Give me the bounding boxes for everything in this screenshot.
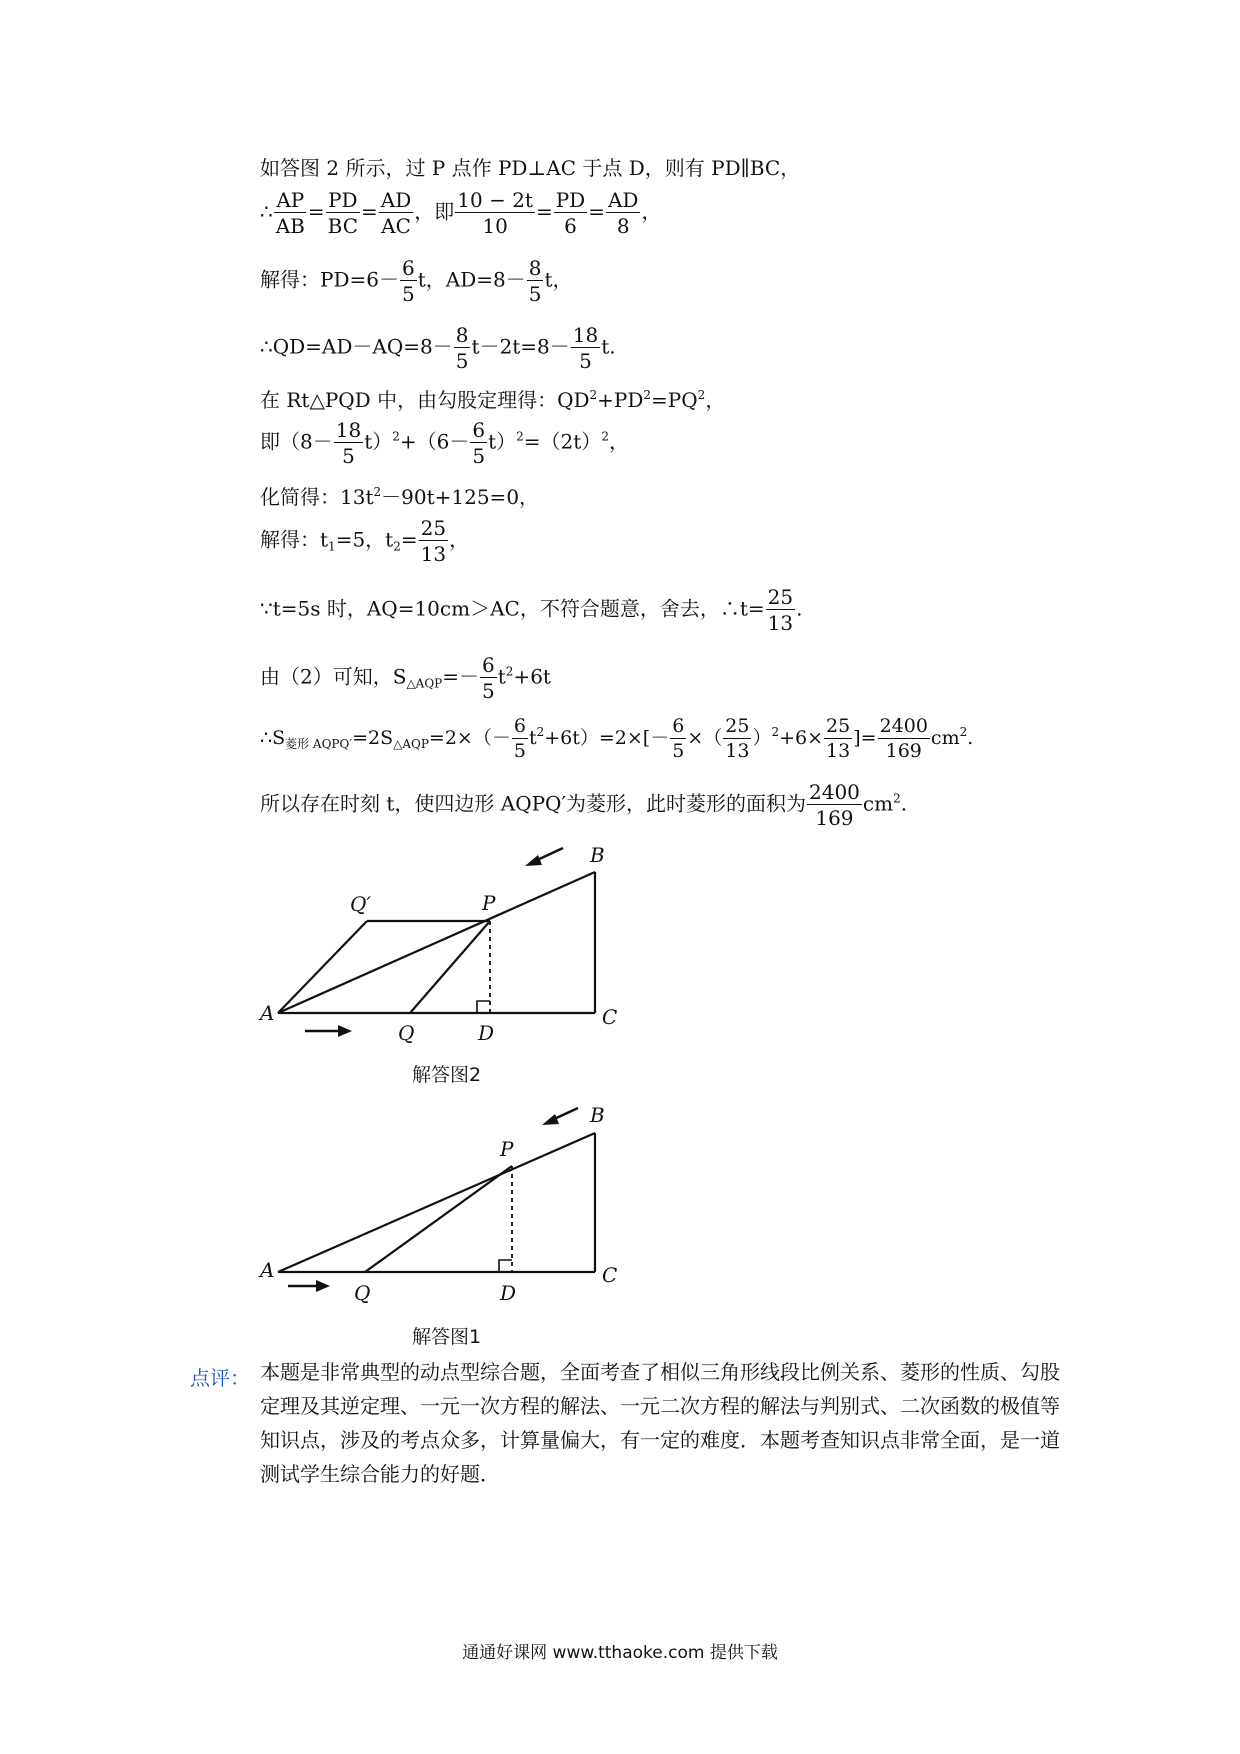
numerator: 18 <box>335 418 362 442</box>
text: 解得：PD=6－ <box>260 267 399 292</box>
text: ]= <box>853 727 877 749</box>
fraction <box>554 190 588 236</box>
vertex-label-b: B <box>590 1103 605 1127</box>
text: =2×（－ <box>428 727 511 749</box>
vertex-label-a: A <box>260 1258 275 1282</box>
text: ∴S <box>260 727 286 749</box>
numerator: 25 <box>725 715 750 737</box>
fraction <box>878 717 930 761</box>
text: 即（8－ <box>260 429 333 454</box>
denominator: 5 <box>342 444 355 468</box>
denominator: 13 <box>767 611 794 635</box>
exponent: 2 <box>697 388 706 402</box>
text: ， <box>449 527 470 552</box>
numerator: 6 <box>513 715 526 737</box>
vertex-label-c: C <box>602 1005 618 1029</box>
solution-line-3 <box>260 258 573 304</box>
text: +（6－ <box>399 429 470 454</box>
denominator: 5 <box>528 282 542 306</box>
equals-sign: = <box>535 199 553 224</box>
arrow-icon <box>525 848 563 866</box>
solution-line-7 <box>260 487 539 507</box>
solution-line-4 <box>260 325 616 371</box>
vertex-label-a: A <box>260 1001 275 1025</box>
subscript: 菱形 AQPQ′ <box>285 737 353 751</box>
numerator: AD <box>607 188 639 212</box>
denominator: BC <box>327 214 359 238</box>
denominator: 5 <box>672 740 685 762</box>
arrow-icon <box>288 1280 330 1292</box>
vertex-label-p: P <box>500 1137 514 1161</box>
numerator: 25 <box>420 516 447 540</box>
numerator: 6 <box>672 715 685 737</box>
fraction <box>379 190 413 236</box>
text: －90t+125=0， <box>381 485 540 509</box>
text: ， <box>608 429 629 454</box>
text: =2S <box>352 727 394 749</box>
fraction <box>766 587 795 633</box>
denominator: AC <box>381 214 411 238</box>
text: 在 Rt△PQD 中，由勾股定理得：QD <box>260 388 590 412</box>
numerator: PD <box>555 188 586 212</box>
text: . <box>796 596 803 621</box>
right-angle-mark <box>477 1001 490 1013</box>
exponent: 2 <box>516 429 524 444</box>
text: 解得：t <box>260 527 329 552</box>
numerator: 8 <box>528 256 542 280</box>
text: 由（2）可知，S <box>260 664 407 689</box>
fraction <box>470 420 487 466</box>
text: 所以存在时刻 t，使四边形 AQPQ′为菱形，此时菱形的面积为 <box>260 791 806 816</box>
text: t－2t=8－ <box>471 334 570 359</box>
exponent: 2 <box>771 725 780 739</box>
fraction <box>454 325 471 371</box>
exponent: 2 <box>536 725 545 739</box>
vertex-label-q-prime: Q′ <box>350 892 371 916</box>
denominator: 5 <box>513 740 526 762</box>
equals-sign: = <box>361 199 378 224</box>
denominator: 5 <box>455 349 469 373</box>
fraction <box>326 190 360 236</box>
numerator: 18 <box>572 323 599 347</box>
solution-line-5 <box>260 390 725 410</box>
text: t <box>497 664 506 689</box>
fraction <box>419 518 448 564</box>
segment-AB <box>278 1133 595 1272</box>
text: t， <box>544 267 573 292</box>
equals-sign: = <box>307 199 325 224</box>
segment-QP <box>410 921 490 1013</box>
text: 如答图 2 所示，过 P 点作 PD⊥AC 于点 D，则有 PD∥BC， <box>260 156 801 180</box>
denominator: 10 <box>482 214 508 238</box>
numerator: 6 <box>472 418 486 442</box>
text: t. <box>601 334 616 359</box>
segment-AB <box>278 872 595 1013</box>
fraction <box>455 190 535 236</box>
numerator: AD <box>380 188 412 212</box>
exponent: 2 <box>589 388 598 402</box>
text: +6t <box>513 664 551 689</box>
numerator: 2400 <box>809 780 860 804</box>
fraction <box>670 717 686 761</box>
exponent: 2 <box>373 485 382 499</box>
vertex-label-q: Q <box>354 1281 371 1305</box>
exponent: 2 <box>505 664 514 679</box>
numerator: 10 − 2t <box>457 188 533 212</box>
solution-line-2 <box>260 190 661 236</box>
text: +PD <box>597 388 644 412</box>
text: cm <box>862 791 894 816</box>
text: t，AD=8－ <box>417 267 526 292</box>
denominator: 5 <box>579 349 592 373</box>
text: ×（ <box>687 727 723 749</box>
subscript: 2 <box>393 539 401 554</box>
numerator: 8 <box>455 323 469 347</box>
fraction <box>400 258 417 304</box>
subscript: △AQP <box>406 676 443 691</box>
vertex-label-p: P <box>482 891 496 915</box>
denominator: 169 <box>885 740 922 762</box>
denominator: 6 <box>564 214 577 238</box>
vertex-label-c: C <box>602 1263 618 1287</box>
text: ∵t=5s 时，AQ=10cm＞AC，不符合题意，舍去，∴t= <box>260 596 765 621</box>
numerator: 6 <box>482 653 495 677</box>
arrow-icon <box>542 1108 578 1125</box>
text: . <box>900 791 908 816</box>
text: cm <box>930 727 960 749</box>
vertex-label-d: D <box>500 1281 517 1305</box>
text: +6t）=2×[－ <box>544 727 670 749</box>
text: =（2t） <box>523 429 602 454</box>
text: ∴QD=AD－AQ=8－ <box>260 334 453 359</box>
denominator: AB <box>275 214 305 238</box>
fraction <box>723 717 751 761</box>
numerator: AP <box>276 188 305 212</box>
denominator: 13 <box>826 740 851 762</box>
text: =5，t <box>335 527 394 552</box>
exponent: 2 <box>959 725 968 739</box>
solution-line-9 <box>260 587 802 633</box>
vertex-label-d: D <box>478 1021 495 1045</box>
subscript: 1 <box>328 539 336 554</box>
segment-AQprime <box>278 921 367 1013</box>
denominator: 13 <box>725 740 750 762</box>
vertex-label-q: Q <box>398 1021 415 1045</box>
arrow-icon <box>305 1025 352 1037</box>
geometry-figure-2 <box>250 840 650 1050</box>
page-footer: 通通好课网 www.tthaoke.com 提供下载 <box>462 1643 778 1663</box>
text: t） <box>364 429 393 454</box>
fraction <box>571 325 600 371</box>
segment-QP <box>365 1166 512 1272</box>
fraction <box>512 717 528 761</box>
numerator: 2400 <box>879 715 928 737</box>
solution-line-12 <box>260 782 907 828</box>
denominator: 5 <box>472 444 486 468</box>
denominator: 5 <box>401 282 415 306</box>
text: t <box>528 727 537 749</box>
fraction <box>807 782 862 828</box>
solution-line-1 <box>260 158 800 178</box>
exponent: 2 <box>392 429 400 444</box>
right-angle-mark <box>499 1260 512 1272</box>
fraction <box>824 717 852 761</box>
therefore-symbol: ∴ <box>260 199 273 224</box>
text: 化简得：13t <box>260 485 374 509</box>
denominator: 8 <box>616 214 630 238</box>
numerator: PD <box>328 188 358 212</box>
exponent: 2 <box>643 388 652 402</box>
vertex-label-b: B <box>590 843 605 867</box>
fraction <box>274 190 307 236</box>
text: =PQ <box>651 388 698 412</box>
comment-text: 本题是非常典型的动点型综合题，全面考查了相似三角形线段比例关系、菱形的性质、勾股定理及其逆定理、一元一次方程的解法、一元二次方程的解法与判别式、二次函数的极值等知识点，涉及的考点众多，计算量偏大，有一定的难度．本题考查知识点非常全面，是一道测试学生综合能力的好题． <box>260 1360 1060 1486</box>
solution-line-6 <box>260 420 629 466</box>
figure-2-caption: 解答图2 <box>412 1064 482 1086</box>
subscript: △AQP <box>393 737 429 751</box>
equals-sign: = <box>588 199 605 224</box>
denominator: 169 <box>815 806 854 830</box>
fraction <box>527 258 544 304</box>
fraction <box>480 655 497 701</box>
text: ，即 <box>414 199 455 224</box>
denominator: 13 <box>420 542 447 566</box>
text: = <box>400 527 418 552</box>
text: t） <box>488 429 517 454</box>
fraction <box>606 190 640 236</box>
numerator: 25 <box>767 585 794 609</box>
figure-1-caption: 解答图1 <box>412 1326 482 1348</box>
solution-line-10 <box>260 655 551 701</box>
text: =－ <box>442 664 480 689</box>
text: +6× <box>779 727 824 749</box>
comment-label: 点评： <box>190 1366 250 1390</box>
numerator: 6 <box>401 256 415 280</box>
text: ） <box>752 727 772 749</box>
exponent: 2 <box>601 429 609 444</box>
solution-line-8 <box>260 518 469 564</box>
fraction <box>334 420 363 466</box>
geometry-figure-1 <box>250 1100 650 1310</box>
text: ， <box>705 388 726 412</box>
solution-line-11 <box>260 717 973 761</box>
numerator: 25 <box>826 715 851 737</box>
text: ， <box>641 199 662 224</box>
exponent: 2 <box>893 791 901 806</box>
denominator: 5 <box>482 679 495 703</box>
text: . <box>967 727 974 749</box>
